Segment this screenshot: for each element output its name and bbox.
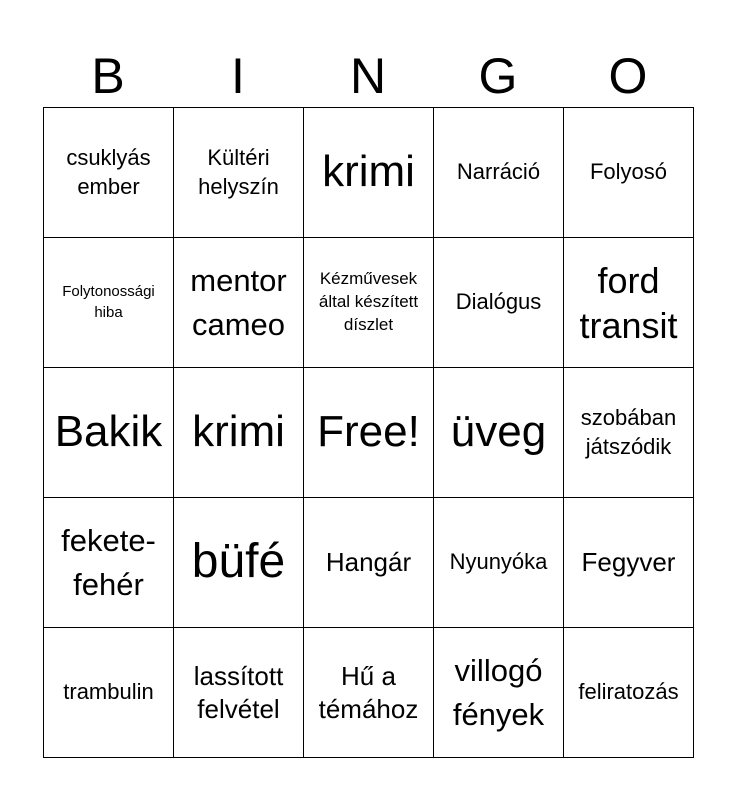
cell-text: szobában játszódik (580, 404, 677, 459)
bingo-cell-r4-c5[interactable] (564, 498, 694, 628)
bingo-cell-r1-c4[interactable] (434, 108, 564, 238)
bingo-cell-r2-c2[interactable] (174, 238, 304, 368)
cell-text: Narráció (456, 159, 541, 185)
cell-text: feliratozás (578, 679, 679, 705)
header-letter-o: O (608, 48, 648, 104)
header-letter-i: I (231, 48, 245, 104)
bingo-cell-r3-c5[interactable] (564, 368, 694, 498)
cell-text: Folyosó (589, 159, 668, 185)
cell-text: krimi (192, 407, 285, 457)
cell-text: villogó fények (452, 653, 545, 732)
cell-text: krimi (322, 147, 415, 197)
cell-text: Free! (317, 407, 420, 457)
cell-text: Folytonossági hiba (62, 283, 155, 321)
cell-text: Bakik (54, 407, 163, 457)
bingo-cell-r1-c3[interactable] (304, 108, 434, 238)
cell-text: Dialógus (455, 289, 542, 315)
bingo-cell-r1-c1[interactable] (44, 108, 174, 238)
bingo-cell-r5-c4[interactable] (434, 628, 564, 758)
bingo-cell-r5-c5[interactable] (564, 628, 694, 758)
bingo-cell-r4-c3[interactable] (304, 498, 434, 628)
cell-text: Kültéri helyszín (198, 144, 279, 199)
bingo-cell-r3-c2[interactable] (174, 368, 304, 498)
bingo-cell-r5-c3[interactable] (304, 628, 434, 758)
header-letter-b: B (91, 48, 125, 104)
bingo-cell-r2-c4[interactable] (434, 238, 564, 368)
cell-text: Hű a témához (318, 661, 419, 724)
header-letter-g: G (478, 48, 518, 104)
bingo-cell-r4-c2[interactable] (174, 498, 304, 628)
header-letter-n: N (349, 48, 387, 104)
bingo-cell-r4-c4[interactable] (434, 498, 564, 628)
cell-text: ford transit (579, 259, 678, 346)
cell-text: csuklyás ember (66, 144, 151, 199)
bingo-cell-r2-c3[interactable] (304, 238, 434, 368)
cell-text: Kézművesek által készített díszlet (318, 269, 419, 334)
bingo-cell-r4-c1[interactable] (44, 498, 174, 628)
bingo-grid (43, 107, 694, 758)
cell-text: üveg (450, 407, 547, 457)
bingo-cell-r2-c5[interactable] (564, 238, 694, 368)
cell-text: Hangár (325, 547, 412, 578)
bingo-cell-r3-c4[interactable] (434, 368, 564, 498)
bingo-cell-r1-c2[interactable] (174, 108, 304, 238)
cell-text: trambulin (63, 679, 154, 705)
cell-text: büfé (191, 535, 286, 589)
bingo-header (43, 44, 693, 108)
cell-text: Fegyver (581, 547, 676, 578)
bingo-cell-r3-c1[interactable] (44, 368, 174, 498)
cell-text: Nyunyóka (449, 549, 548, 575)
bingo-cell-r3-c3 free-space[interactable] (304, 368, 434, 498)
bingo-cell-r5-c2[interactable] (174, 628, 304, 758)
bingo-cell-r5-c1[interactable] (44, 628, 174, 758)
cell-text: fekete-fehér (61, 523, 156, 602)
bingo-cell-r2-c1[interactable] (44, 238, 174, 368)
cell-text: mentor cameo (190, 263, 287, 342)
bingo-cell-r1-c5[interactable] (564, 108, 694, 238)
cell-text: lassított felvétel (193, 661, 284, 724)
